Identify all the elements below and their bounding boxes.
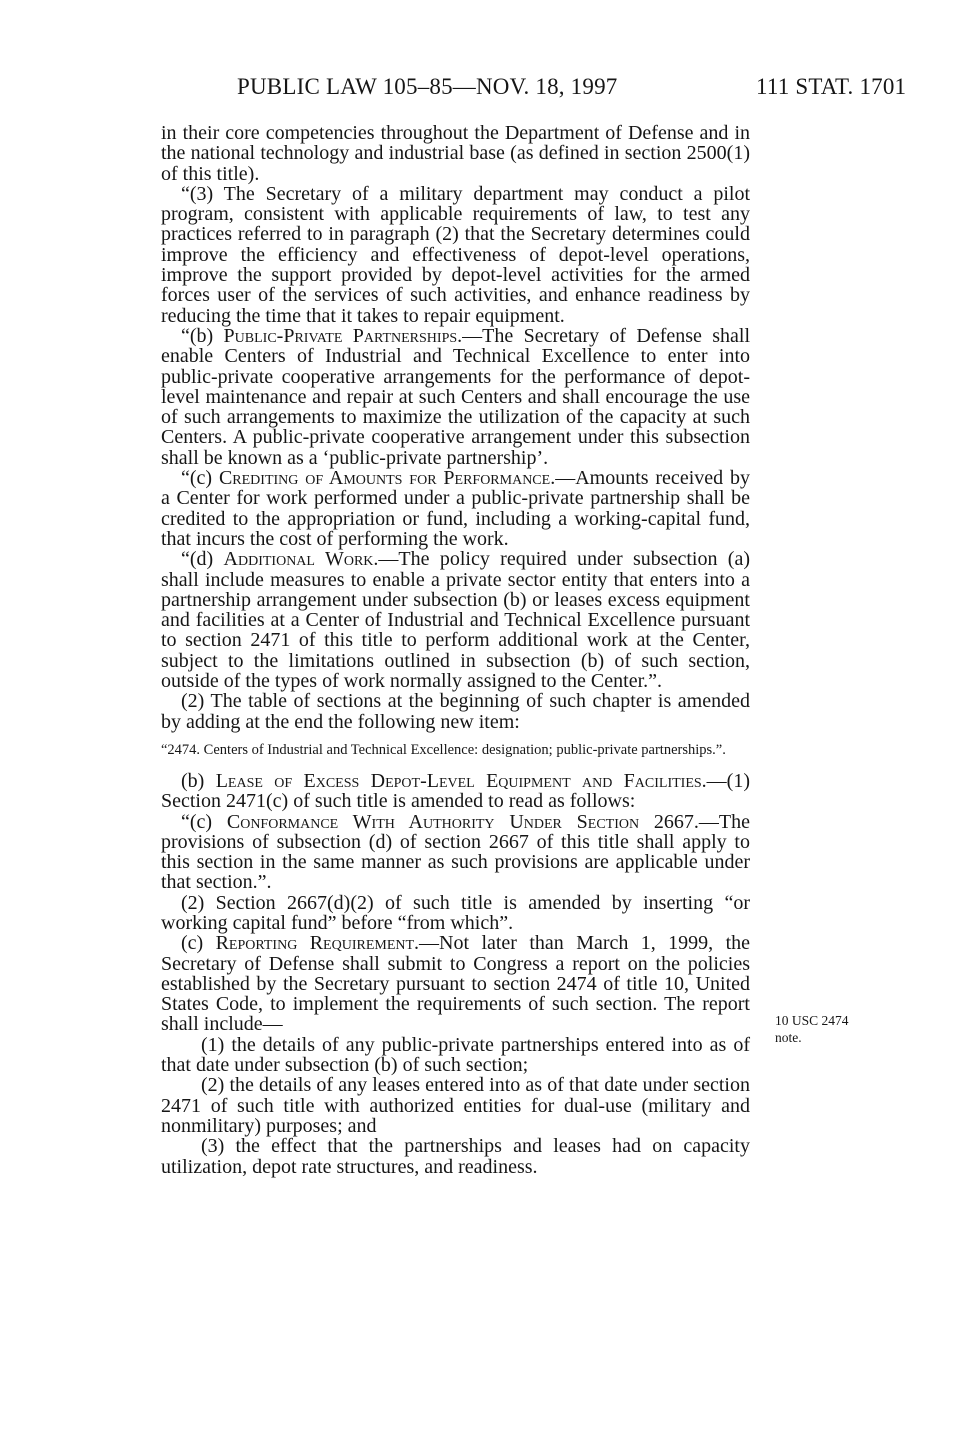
paragraph-text: .—The Secretary of Defense shall enable Centers of Industrial and Technical Excellence to enter into public-private cooperative arrangements for the performance of depot-level maintenance and repair at such Centers and shall encourage the use of such arrangements to maximize the utilization of the capacity at such Centers. A public-private cooperative arrangement under this subsection shall be known as a ‘public-private partnership’. <box>161 324 751 469</box>
prefix: “(c) <box>181 467 219 490</box>
prefix: “(d) <box>181 548 224 571</box>
paragraph-text: (3) the effect that the partnerships and leases had on capacity utilization, depot rate structures, and readiness. <box>161 1135 750 1178</box>
paragraph-text: (2) the details of any leases entered into as of that date under section 2471 of such title with authorized entities for dual-use (military and nonmilitary) purposes; and <box>161 1074 750 1137</box>
margin-note-label: note. <box>775 1030 802 1045</box>
paragraph-text: (1) the details of any public-private partnerships entered into as of that date under subsection (b) of such section; <box>161 1033 750 1077</box>
list-item <box>161 1035 750 1076</box>
paragraph-text: in their core competencies throughout the Department of Defense and in the national technology and industrial base (as defined in section 2500(1) of this title). <box>161 122 750 185</box>
subsection-c <box>161 468 750 549</box>
margin-note-citation: 10 USC 2474 <box>775 1013 849 1028</box>
list-item <box>161 1075 750 1136</box>
prefix: “(c) <box>181 810 227 833</box>
paragraph-text: (2) Section 2667(d)(2) of such title is amended by inserting “or working capital fund” before “from which”. <box>161 891 750 934</box>
paragraph-text: .—Not later than March 1, 1999, the Secretary of Defense shall submit to Congress a report on the policies established by the Secretary pursuant to section 2474 of title 10, United States Code, to implement the requirements of such section. The report shall include— <box>161 932 751 1036</box>
table-of-sections-item <box>161 742 750 759</box>
list-item <box>161 1136 750 1177</box>
paragraph <box>161 893 750 934</box>
paragraph-text: .—The policy required under subsection (a) shall include measures to enable a private sector entity that enters into a partnership arrangement under subsection (b) or leases excess equipment and facilities at a Center of Industrial and Technical Excellence pursuant to section 2471 of this title to perform additional work at the Center, subject to the limitations outlined in subsection (b) of such section, outside of the types of work normally assigned to the Center.”. <box>161 548 750 693</box>
subsection-b-lease <box>161 771 750 812</box>
subsection-d <box>161 549 750 691</box>
subsection-c-reporting <box>161 933 750 1034</box>
paragraph-text: “2474. Centers of Industrial and Technical Excellence: designation; public-private partnerships.”. <box>161 741 726 758</box>
subsection-heading: Lease of Excess Depot-Level Equipment and Facilities <box>215 769 702 792</box>
page-number: 111 STAT. 1701 <box>756 74 907 99</box>
subsection-heading: Public-Private Partnerships <box>223 324 458 347</box>
paragraph-text: (2) The table of sections at the beginning of such chapter is amended by adding at the end the following new item: <box>161 690 750 733</box>
paragraph-text: .—(1) Section 2471(c) of such title is amended to read as follows: <box>161 769 750 813</box>
subsection-b <box>161 326 750 468</box>
prefix: “(b) <box>181 324 224 347</box>
paragraph <box>161 691 750 732</box>
prefix: (b) <box>181 769 216 792</box>
subsection-heading: Crediting of Amounts for Performance <box>218 467 551 490</box>
paragraph-text: .—Amounts received by a Center for work performed under a public-private partnership shall be credited to the appropriation or fund, including a working-capital fund, that incurs the cost of performing the work. <box>161 467 750 550</box>
paragraph <box>161 123 750 184</box>
paragraph-text: “(3) The Secretary of a military department may conduct a pilot program, consistent with applicable requirements of law, to test any practices referred to in paragraph (2) that the Secretary determines could improve the efficiency and effectiveness of depot-level operations, improve the support provided by depot-level activities for the armed forces user of the services of such activities, and enhance readiness by reducing the time that it takes to repair equipment. <box>161 182 750 327</box>
running-header-title: PUBLIC LAW 105–85—NOV. 18, 1997 <box>237 74 618 99</box>
subsection-heading: Conformance With Authority Under Section 2667 <box>226 810 694 833</box>
body-text <box>161 123 750 1177</box>
subsection-c-conformance <box>161 812 750 893</box>
paragraph <box>161 184 750 326</box>
margin-note <box>775 1012 849 1046</box>
prefix: (c) <box>181 932 216 955</box>
paragraph-text: .—The provisions of subsection (d) of section 2667 of this title shall apply to this section in the same manner as such provisions are applicable under that section.”. <box>161 810 750 894</box>
subsection-heading: Additional Work <box>223 548 374 571</box>
subsection-heading: Reporting Requirement <box>215 932 415 955</box>
